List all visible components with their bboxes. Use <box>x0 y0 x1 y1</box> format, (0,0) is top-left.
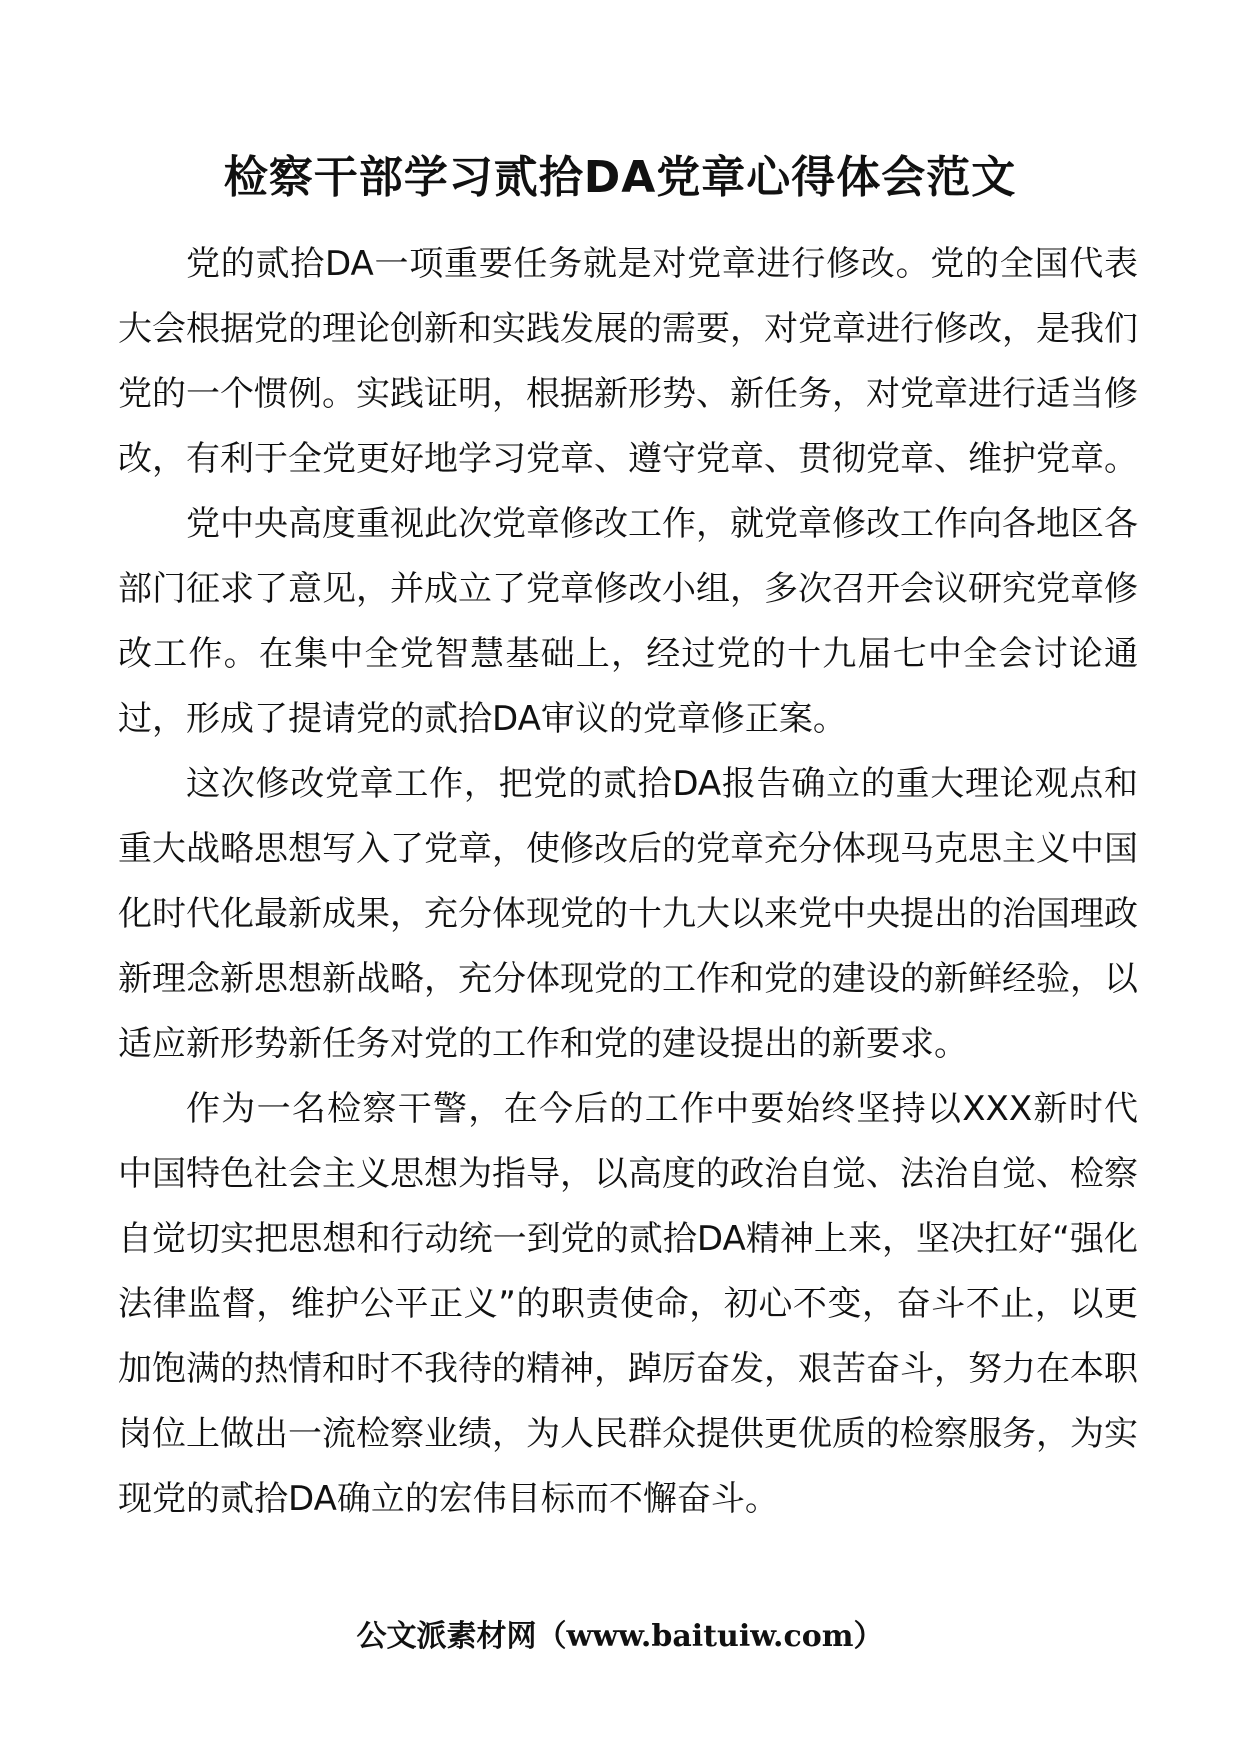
footer-source-text: 公文派素材网（www.baituiw.com） <box>356 1619 884 1654</box>
document-body <box>118 232 1138 1532</box>
paragraph-1: 党的贰拾DA一项重要任务就是对党章进行修改。党的全国代表大会根据党的理论创新和实践发展的需要，对党章进行修改，是我们党的一个惯例。实践证明，根据新形势、新任务，对党章进行适当修改，有利于全党更好地学习党章、遵守党章、贯彻党章、维护党章。 <box>118 244 1138 479</box>
paragraph-4: 作为一名检察干警，在今后的工作中要始终坚持以XXX新时代中国特色社会主义思想为指导，以高度的政治自觉、法治自觉、检察自觉切实把思想和行动统一到党的贰拾DA精神上来，坚决扛好“强化法律监督，维护公平正义”的职责使命，初心不变，奋斗不止，以更加饱满的热情和时不我待的精神，踔厉奋发，艰苦奋斗，努力在本职岗位上做出一流检察业绩，为人民群众提供更优质的检察服务，为实现党的贰拾DA确立的宏伟目标而不懈奋斗。 <box>118 1089 1138 1519</box>
paragraph-3: 这次修改党章工作，把党的贰拾DA报告确立的重大理论观点和重大战略思想写入了党章，使修改后的党章充分体现马克思主义中国化时代化最新成果，充分体现党的十九大以来党中央提出的治国理政新理念新思想新战略，充分体现党的工作和党的建设的新鲜经验，以适应新形势新任务对党的工作和党的建设提出的新要求。 <box>118 764 1138 1064</box>
document-title: 检察干部学习贰拾DA党章心得体会范文 <box>223 152 1017 203</box>
paragraph-2: 党中央高度重视此次党章修改工作，就党章修改工作向各地区各部门征求了意见，并成立了党章修改小组，多次召开会议研究党章修改工作。在集中全党智慧基础上，经过党的十九届七中全会讨论通过，形成了提请党的贰拾DA审议的党章修正案。 <box>118 504 1138 739</box>
